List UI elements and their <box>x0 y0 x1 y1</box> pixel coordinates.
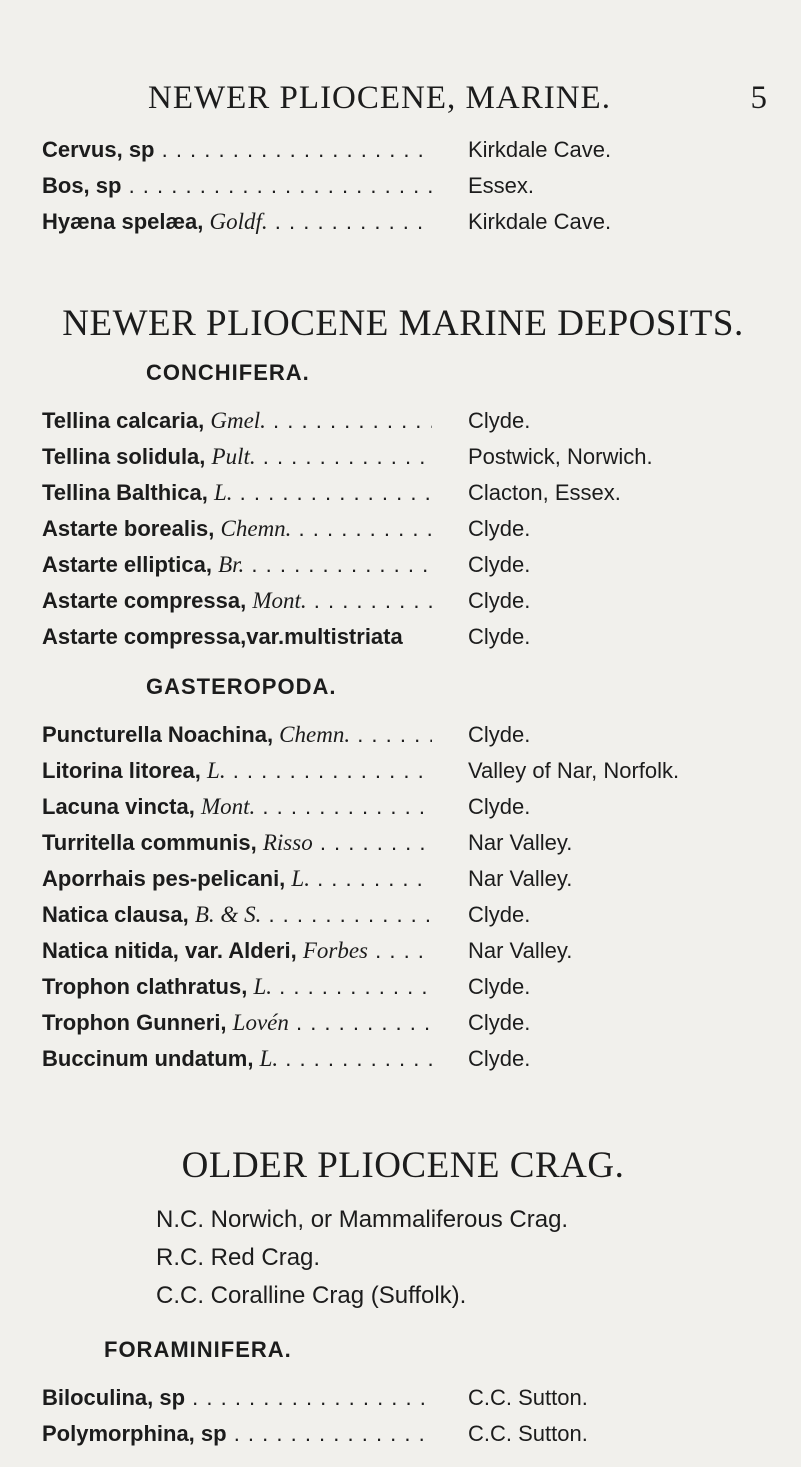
species-name: Trophon Gunneri, Lovén . . . <box>42 1005 432 1041</box>
locality: Clyde. <box>464 547 530 583</box>
locality: Essex. <box>464 168 534 204</box>
species-name: Tellina calcaria, Gmel. . . . <box>42 403 432 439</box>
running-head-title: NEWER PLIOCENE, MARINE. <box>148 80 611 116</box>
section-heading: NEWER PLIOCENE MARINE DEPOSITS. <box>62 303 744 344</box>
locality: Postwick, Norwich. <box>464 439 653 475</box>
locality: Clyde. <box>464 1005 530 1041</box>
species-name: Natica nitida, var. Alderi, Forbes . . . <box>42 933 432 969</box>
locality: Clyde. <box>464 583 530 619</box>
species-name: Aporrhais pes-pelicani, L. . . . <box>42 861 432 897</box>
subsection-heading: GASTEROPODA. <box>146 674 337 699</box>
species-name: Lacuna vincta, Mont. . . . <box>42 789 432 825</box>
crag-key-row <box>156 1282 466 1310</box>
species-name: Trophon clathratus, L. . . . <box>42 969 432 1005</box>
page-number: 5 <box>750 80 768 116</box>
crag-key-row <box>156 1244 320 1272</box>
species-name: Bos, sp . . . <box>42 168 432 204</box>
species-name: Buccinum undatum, L. . . . <box>42 1041 432 1077</box>
locality: Kirkdale Cave. <box>464 204 611 240</box>
locality: Nar Valley. <box>464 933 572 969</box>
species-name: Litorina litorea, L. . . . <box>42 753 432 789</box>
running-head <box>148 80 768 117</box>
species-name: Astarte elliptica, Br. . . . <box>42 547 432 583</box>
species-name: Astarte compressa,var.multistriata <box>42 624 403 649</box>
species-name: Astarte compressa, Mont. . . . <box>42 583 432 619</box>
subsection-heading: FORAMINIFERA. <box>104 1337 292 1362</box>
species-name: Astarte borealis, Chemn. . . . <box>42 511 432 547</box>
locality: Clyde. <box>464 511 530 547</box>
section-heading: OLDER PLIOCENE CRAG. <box>181 1145 625 1186</box>
species-name: Puncturella Noachina, Chemn. . . . <box>42 717 432 753</box>
key-desc: Coralline Crag (Suffolk). <box>210 1282 467 1309</box>
species-name: Turritella communis, Risso . . . <box>42 825 432 861</box>
locality: Valley of Nar, Norfolk. <box>464 753 679 789</box>
species-name: Tellina Balthica, L. . . . <box>42 475 432 511</box>
locality: Clyde. <box>464 717 530 753</box>
subsection-heading: CONCHIFERA. <box>146 360 310 385</box>
crag-key-row <box>156 1206 568 1234</box>
locality: Clyde. <box>464 403 530 439</box>
locality: Nar Valley. <box>464 825 572 861</box>
species-name: Polymorphina, sp . . . <box>42 1416 432 1452</box>
locality: Clyde. <box>464 897 530 933</box>
locality: Clyde. <box>464 969 530 1005</box>
locality: Clacton, Essex. <box>464 475 621 511</box>
locality: Clyde. <box>464 789 530 825</box>
locality: Clyde. <box>464 1041 530 1077</box>
species-name: Cervus, sp . . . <box>42 132 432 168</box>
locality: C.C. Sutton. <box>464 1416 588 1452</box>
species-name: Biloculina, sp . . . <box>42 1380 432 1416</box>
species-name: Hyæna spelæa, Goldf. . . . <box>42 204 432 240</box>
species-name: Tellina solidula, Pult. . . . <box>42 439 432 475</box>
locality: Kirkdale Cave. <box>464 132 611 168</box>
key-abbr: C.C. <box>156 1282 204 1309</box>
species-name: Natica clausa, B. & S. . . . <box>42 897 432 933</box>
key-desc: Norwich, or Mammaliferous Crag. <box>210 1206 569 1233</box>
key-abbr: N.C. <box>156 1206 204 1233</box>
locality: Clyde. <box>464 619 530 655</box>
key-desc: Red Crag. <box>210 1244 321 1271</box>
locality: Nar Valley. <box>464 861 572 897</box>
locality: C.C. Sutton. <box>464 1380 588 1416</box>
key-abbr: R.C. <box>156 1244 204 1271</box>
